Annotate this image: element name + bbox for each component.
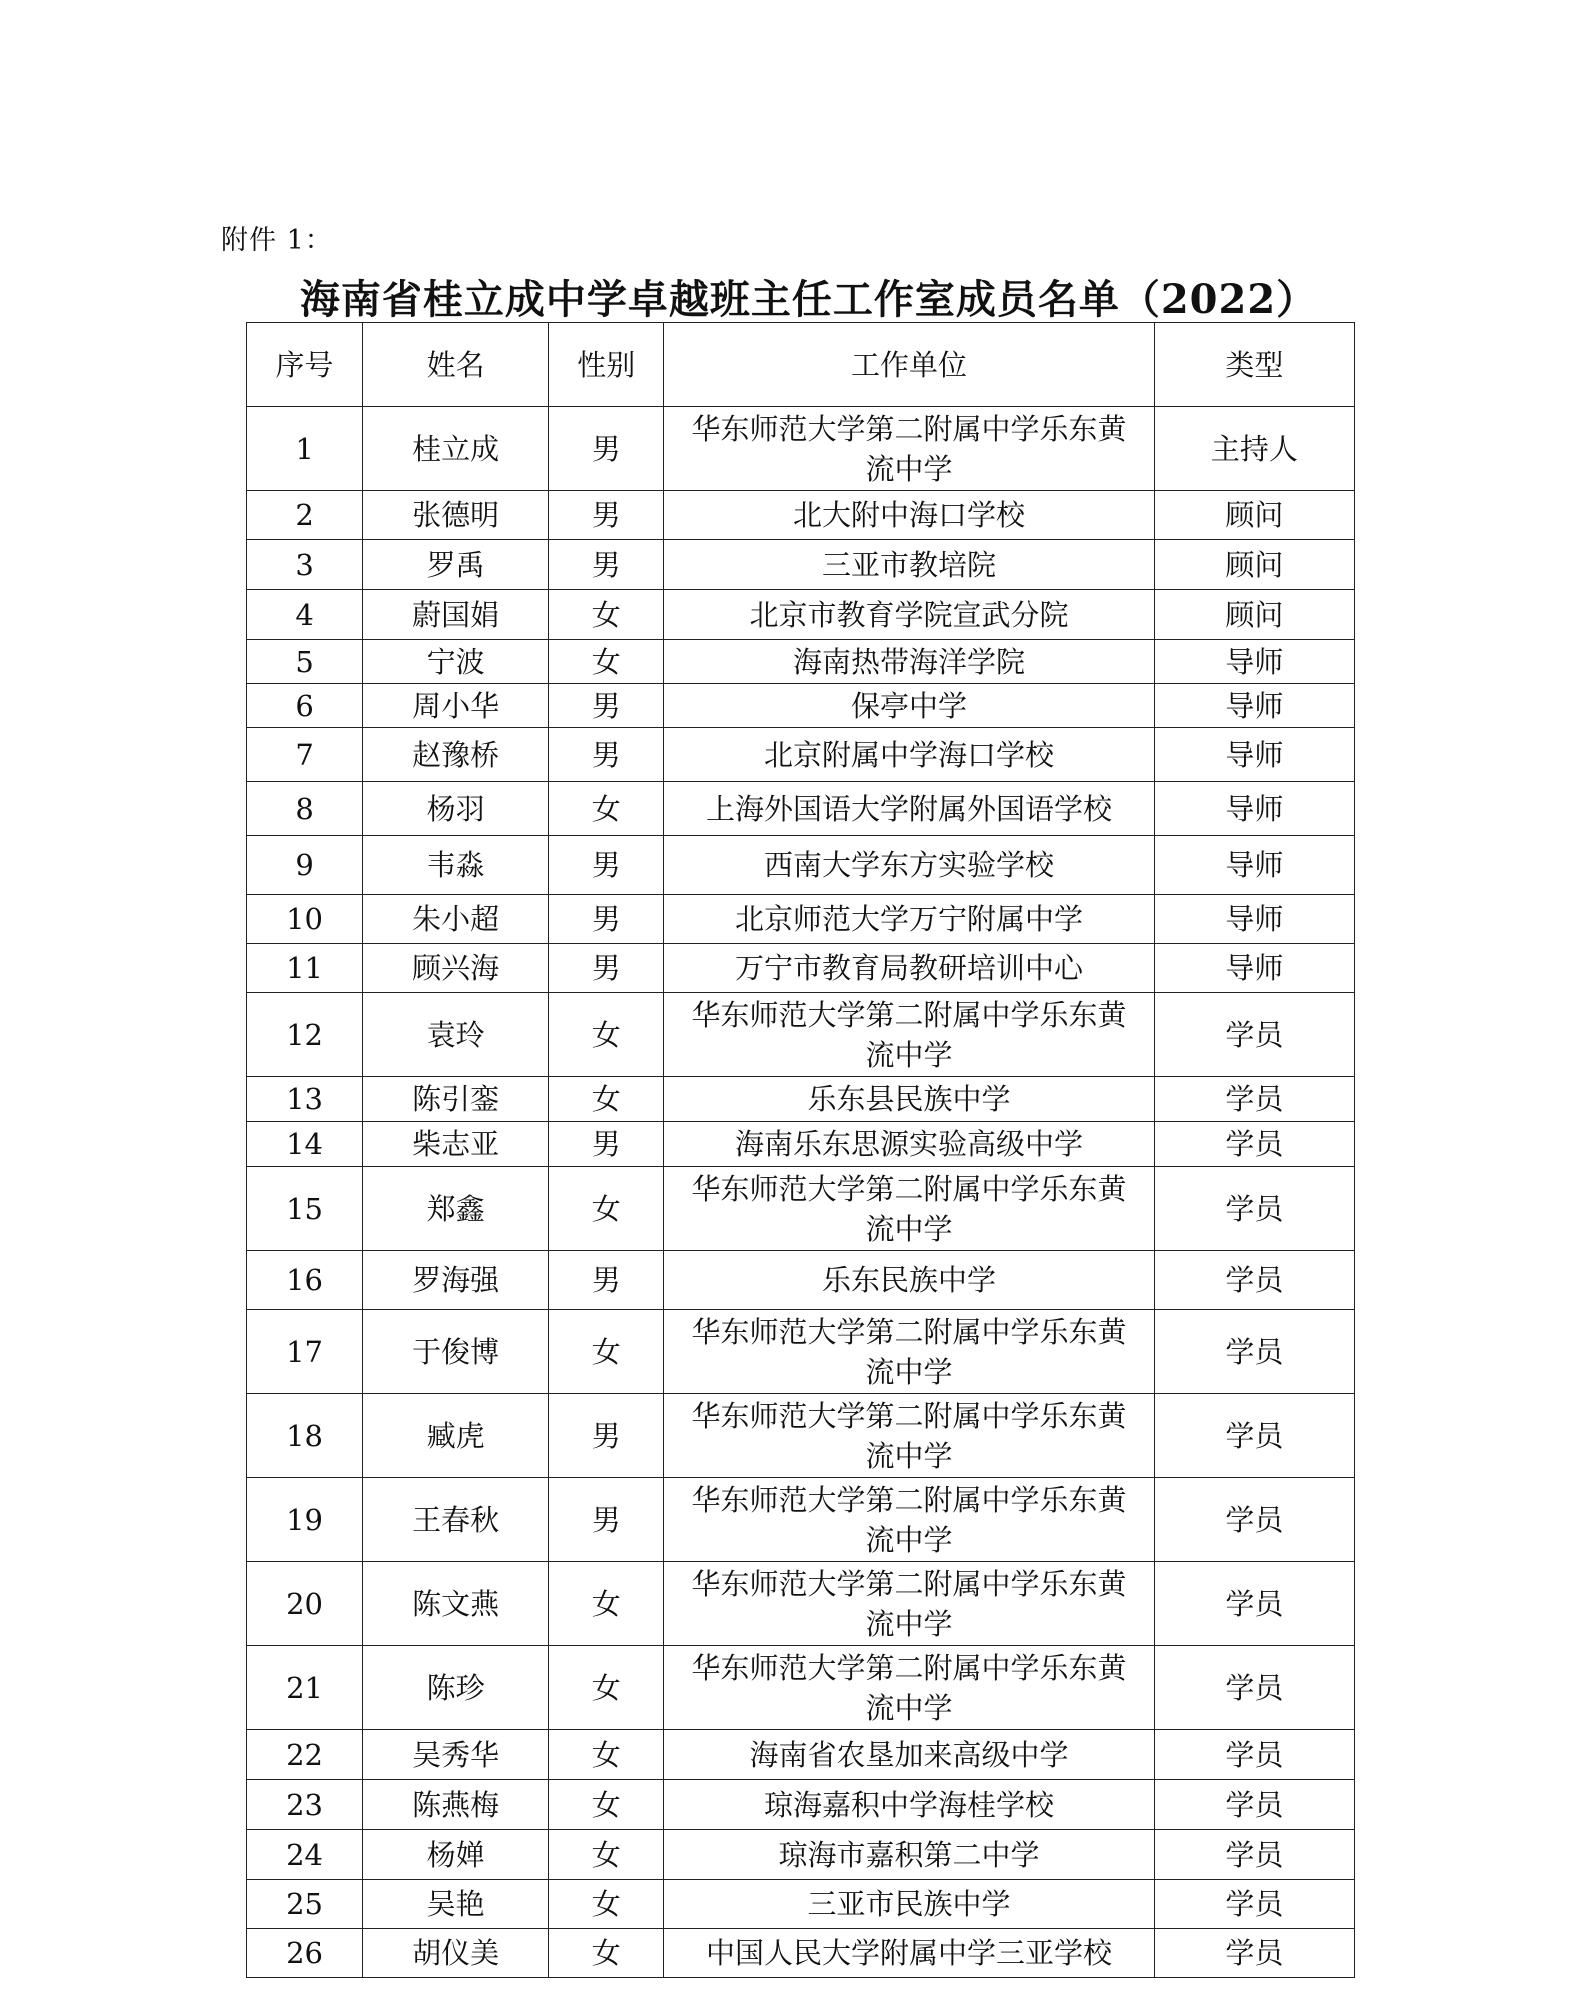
cell-type: 学员 [1154, 993, 1354, 1077]
cell-gender: 男 [549, 1122, 664, 1167]
cell-unit [664, 1646, 1154, 1730]
table-row [247, 1077, 1355, 1122]
cell-name: 周小华 [363, 684, 549, 728]
cell-gender: 男 [549, 1394, 664, 1478]
cell-unit [664, 993, 1154, 1077]
cell-type: 顾问 [1154, 540, 1354, 590]
cell-no: 14 [247, 1122, 363, 1167]
cell-gender: 女 [549, 590, 664, 640]
unit-text: 海南乐东思源实验高级中学 [735, 1127, 1084, 1161]
cell-unit [664, 944, 1154, 993]
cell-type: 顾问 [1154, 590, 1354, 640]
cell-name: 张德明 [363, 491, 549, 540]
member-table [246, 322, 1355, 1978]
cell-name: 陈燕梅 [363, 1780, 549, 1830]
table-row [247, 1880, 1355, 1929]
cell-gender: 男 [549, 1478, 664, 1562]
table-row [247, 944, 1355, 993]
cell-gender: 女 [549, 1880, 664, 1929]
cell-type: 学员 [1154, 1830, 1354, 1880]
cell-name: 杨羽 [363, 782, 549, 836]
table-row [247, 1122, 1355, 1167]
cell-name: 于俊博 [363, 1310, 549, 1394]
cell-type: 学员 [1154, 1251, 1354, 1310]
cell-gender: 男 [549, 684, 664, 728]
unit-text: 琼海嘉积中学海桂学校 [764, 1787, 1055, 1822]
cell-no: 23 [247, 1780, 363, 1830]
cell-unit [664, 1394, 1154, 1478]
cell-no: 8 [247, 782, 363, 836]
cell-unit [664, 491, 1154, 540]
cell-name: 王春秋 [363, 1478, 549, 1562]
unit-text: 上海外国语大学附属外国语学校 [706, 791, 1113, 826]
table-header-row [247, 323, 1355, 407]
cell-type: 导师 [1154, 895, 1354, 944]
cell-no: 13 [247, 1077, 363, 1122]
cell-type: 导师 [1154, 836, 1354, 895]
unit-text: 海南热带海洋学院 [793, 644, 1026, 679]
cell-no: 1 [247, 407, 363, 491]
cell-unit [664, 1780, 1154, 1830]
table-row [247, 1830, 1355, 1880]
unit-text: 万宁市教育局教研培训中心 [735, 951, 1084, 985]
table-row [247, 1646, 1355, 1730]
cell-type: 学员 [1154, 1122, 1354, 1167]
cell-type: 导师 [1154, 782, 1354, 836]
cell-gender: 男 [549, 728, 664, 782]
cell-gender: 男 [549, 895, 664, 944]
cell-type: 学员 [1154, 1929, 1354, 1978]
cell-gender: 女 [549, 1562, 664, 1646]
cell-unit [664, 1251, 1154, 1310]
unit-text: 琼海市嘉积第二中学 [778, 1837, 1040, 1872]
cell-unit [664, 1730, 1154, 1780]
table-row [247, 640, 1355, 684]
cell-unit [664, 590, 1154, 640]
cell-type: 学员 [1154, 1394, 1354, 1478]
cell-no: 2 [247, 491, 363, 540]
cell-gender: 女 [549, 1730, 664, 1780]
cell-type: 学员 [1154, 1562, 1354, 1646]
unit-text: 华东师范大学第二附属中学乐东黄流中学 [691, 1650, 1127, 1725]
cell-unit [664, 640, 1154, 684]
cell-unit [664, 895, 1154, 944]
cell-name: 柴志亚 [363, 1122, 549, 1167]
cell-unit [664, 728, 1154, 782]
cell-unit [664, 1077, 1154, 1122]
cell-gender: 女 [549, 1167, 664, 1251]
cell-name: 袁玲 [363, 993, 549, 1077]
cell-name: 吴秀华 [363, 1730, 549, 1780]
table-row [247, 836, 1355, 895]
cell-unit [664, 540, 1154, 590]
unit-text: 西南大学东方实验学校 [764, 848, 1055, 882]
unit-text: 华东师范大学第二附属中学乐东黄流中学 [691, 997, 1127, 1072]
cell-unit [664, 1880, 1154, 1929]
table-row [247, 993, 1355, 1077]
unit-text: 华东师范大学第二附属中学乐东黄流中学 [691, 1566, 1127, 1641]
unit-text: 海南省农垦加来高级中学 [749, 1737, 1069, 1772]
cell-gender: 女 [549, 1929, 664, 1978]
cell-unit [664, 1478, 1154, 1562]
cell-name: 罗海强 [363, 1251, 549, 1310]
unit-text: 北京师范大学万宁附属中学 [735, 902, 1084, 936]
cell-name: 宁波 [363, 640, 549, 684]
cell-name: 陈珍 [363, 1646, 549, 1730]
unit-text: 保亭中学 [851, 688, 968, 723]
cell-type: 学员 [1154, 1310, 1354, 1394]
cell-unit [664, 1830, 1154, 1880]
table-row [247, 1310, 1355, 1394]
cell-unit [664, 1562, 1154, 1646]
unit-text: 北大附中海口学校 [793, 498, 1026, 532]
cell-unit [664, 1310, 1154, 1394]
unit-text: 北京市教育学院宣武分院 [749, 597, 1069, 632]
cell-no: 16 [247, 1251, 363, 1310]
cell-gender: 女 [549, 640, 664, 684]
table-row [247, 407, 1355, 491]
unit-text: 华东师范大学第二附属中学乐东黄流中学 [691, 411, 1127, 486]
table-row [247, 728, 1355, 782]
cell-type: 顾问 [1154, 491, 1354, 540]
cell-no: 11 [247, 944, 363, 993]
unit-text: 华东师范大学第二附属中学乐东黄流中学 [691, 1398, 1127, 1473]
table-row [247, 1394, 1355, 1478]
cell-unit [664, 1122, 1154, 1167]
cell-gender: 男 [549, 540, 664, 590]
unit-text: 北京附属中学海口学校 [764, 737, 1055, 772]
table-row [247, 1167, 1355, 1251]
cell-name: 胡仪美 [363, 1929, 549, 1978]
cell-type: 学员 [1154, 1167, 1354, 1251]
cell-gender: 女 [549, 1077, 664, 1122]
cell-type: 学员 [1154, 1880, 1354, 1929]
cell-type: 导师 [1154, 944, 1354, 993]
cell-type: 主持人 [1154, 407, 1354, 491]
table-row [247, 782, 1355, 836]
cell-name: 蔚国娟 [363, 590, 549, 640]
unit-text: 乐东县民族中学 [807, 1082, 1011, 1116]
table-row [247, 1929, 1355, 1978]
table-row [247, 895, 1355, 944]
cell-gender: 女 [549, 1830, 664, 1880]
cell-no: 15 [247, 1167, 363, 1251]
cell-name: 赵豫桥 [363, 728, 549, 782]
cell-gender: 男 [549, 836, 664, 895]
cell-name: 朱小超 [363, 895, 549, 944]
cell-gender: 女 [549, 1310, 664, 1394]
unit-text: 华东师范大学第二附属中学乐东黄流中学 [691, 1314, 1127, 1389]
header-gender: 性别 [549, 323, 664, 407]
cell-name: 吴艳 [363, 1880, 549, 1929]
cell-gender: 男 [549, 407, 664, 491]
table-row [247, 491, 1355, 540]
cell-no: 25 [247, 1880, 363, 1929]
table-row [247, 684, 1355, 728]
cell-no: 7 [247, 728, 363, 782]
cell-name: 顾兴海 [363, 944, 549, 993]
cell-gender: 男 [549, 491, 664, 540]
cell-name: 陈文燕 [363, 1562, 549, 1646]
header-name: 姓名 [363, 323, 549, 407]
unit-text: 华东师范大学第二附属中学乐东黄流中学 [691, 1482, 1127, 1557]
table-row [247, 1478, 1355, 1562]
unit-text: 乐东民族中学 [822, 1263, 997, 1297]
cell-gender: 男 [549, 1251, 664, 1310]
cell-name: 陈引銮 [363, 1077, 549, 1122]
table-row [247, 1730, 1355, 1780]
cell-gender: 女 [549, 782, 664, 836]
cell-type: 导师 [1154, 684, 1354, 728]
header-type: 类型 [1154, 323, 1354, 407]
cell-name: 郑鑫 [363, 1167, 549, 1251]
cell-no: 26 [247, 1929, 363, 1978]
cell-no: 24 [247, 1830, 363, 1880]
cell-no: 4 [247, 590, 363, 640]
cell-type: 学员 [1154, 1077, 1354, 1122]
cell-no: 3 [247, 540, 363, 590]
cell-unit [664, 1167, 1154, 1251]
cell-unit [664, 836, 1154, 895]
cell-unit [664, 1929, 1154, 1978]
cell-gender: 男 [549, 944, 664, 993]
cell-unit [664, 407, 1154, 491]
table-row [247, 1251, 1355, 1310]
header-no: 序号 [247, 323, 363, 407]
unit-text: 三亚市民族中学 [807, 1887, 1011, 1921]
cell-type: 学员 [1154, 1780, 1354, 1830]
cell-type: 学员 [1154, 1646, 1354, 1730]
cell-no: 10 [247, 895, 363, 944]
table-row [247, 540, 1355, 590]
cell-name: 罗禹 [363, 540, 549, 590]
cell-no: 20 [247, 1562, 363, 1646]
cell-no: 18 [247, 1394, 363, 1478]
unit-text: 三亚市教培院 [822, 547, 997, 582]
cell-no: 17 [247, 1310, 363, 1394]
cell-no: 19 [247, 1478, 363, 1562]
cell-type: 学员 [1154, 1730, 1354, 1780]
table-row [247, 590, 1355, 640]
cell-no: 5 [247, 640, 363, 684]
cell-gender: 女 [549, 1646, 664, 1730]
header-unit: 工作单位 [664, 323, 1154, 407]
cell-name: 杨婵 [363, 1830, 549, 1880]
cell-type: 导师 [1154, 728, 1354, 782]
cell-gender: 女 [549, 993, 664, 1077]
unit-text: 华东师范大学第二附属中学乐东黄流中学 [691, 1171, 1127, 1246]
cell-no: 6 [247, 684, 363, 728]
cell-gender: 女 [549, 1780, 664, 1830]
cell-name: 臧虎 [363, 1394, 549, 1478]
unit-text: 中国人民大学附属中学三亚学校 [706, 1936, 1113, 1970]
cell-type: 学员 [1154, 1478, 1354, 1562]
cell-unit [664, 782, 1154, 836]
cell-no: 21 [247, 1646, 363, 1730]
cell-no: 22 [247, 1730, 363, 1780]
cell-name: 韦淼 [363, 836, 549, 895]
cell-no: 12 [247, 993, 363, 1077]
cell-name: 桂立成 [363, 407, 549, 491]
cell-no: 9 [247, 836, 363, 895]
table-row [247, 1562, 1355, 1646]
cell-type: 导师 [1154, 640, 1354, 684]
cell-unit [664, 684, 1154, 728]
attachment-label: 附件 1： [221, 225, 333, 256]
document-title: 海南省桂立成中学卓越班主任工作室成员名单（2022） [299, 276, 1318, 323]
table-row [247, 1780, 1355, 1830]
